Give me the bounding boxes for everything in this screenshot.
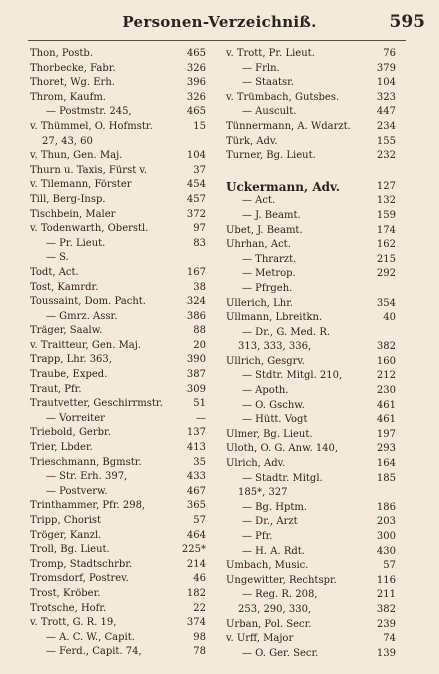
index-entry xyxy=(226,428,396,443)
entry-name: v. Trümbach, Gutsbes. xyxy=(226,91,340,103)
entry-name: Trost, Kröber. xyxy=(30,587,101,599)
entry-page-refs: 127 xyxy=(376,180,396,192)
index-entry xyxy=(30,616,206,631)
index-entry xyxy=(226,442,396,457)
entry-page-refs: 454 xyxy=(186,179,206,191)
entry-name: Triebold, Gerbr. xyxy=(30,427,111,439)
entry-name: — Thrarzt. xyxy=(242,253,297,265)
index-entry xyxy=(226,486,396,501)
index-entry xyxy=(226,194,396,209)
entry-name: Trotsche, Hofr. xyxy=(30,602,107,614)
entry-page-refs: 396 xyxy=(186,77,206,89)
entry-page-refs: 433 xyxy=(186,471,206,483)
entry-name: — Act. xyxy=(242,195,276,207)
entry-name: v. Traitteur, Gen. Maj. xyxy=(30,339,142,351)
entry-name: Uckermann, Adv. xyxy=(226,179,340,194)
index-entry xyxy=(30,558,206,573)
index-entry xyxy=(30,587,206,602)
index-entry xyxy=(226,574,396,589)
entry-name: Ulmer, Bg. Lieut. xyxy=(226,428,313,440)
index-entry xyxy=(30,251,206,266)
index-entry xyxy=(30,470,206,485)
entry-page-refs: 185 xyxy=(376,472,396,484)
entry-page-refs: 88 xyxy=(193,325,206,337)
index-entry xyxy=(30,412,206,427)
entry-name: Trautvetter, Geschirrmstr. xyxy=(30,398,163,410)
index-entry xyxy=(30,135,206,150)
entry-page-refs: 167 xyxy=(186,266,206,278)
entry-page-refs: 300 xyxy=(376,531,396,542)
index-entry xyxy=(226,472,396,487)
entry-page-refs: 230 xyxy=(376,385,396,397)
entry-name: v. Tilemann, Förster xyxy=(30,179,132,191)
index-entry xyxy=(30,631,206,646)
entry-name: — Str. Erh. 397, xyxy=(46,471,128,483)
entry-page-refs: 354 xyxy=(376,297,396,309)
entry-page-refs: 22 xyxy=(193,602,206,614)
entry-page-refs: 51 xyxy=(193,398,206,410)
entry-page-refs: 324 xyxy=(186,296,206,308)
entry-page-refs: 186 xyxy=(376,501,396,513)
entry-name: — O. Gschw. xyxy=(242,399,305,411)
index-entry xyxy=(30,441,206,456)
entry-name: v. Thun, Gen. Maj. xyxy=(30,150,123,162)
index-entry xyxy=(226,399,396,414)
entry-page-refs: 104 xyxy=(186,150,206,162)
index-entry xyxy=(226,355,396,370)
page-number: 595 xyxy=(389,12,425,32)
index-entry xyxy=(30,105,206,120)
entry-name: Till, Berg-Insp. xyxy=(30,193,106,205)
entry-name: v. Trott, Pr. Lieut. xyxy=(226,48,315,59)
entry-page-refs: 155 xyxy=(376,135,396,147)
entry-page-refs: 212 xyxy=(376,370,396,382)
entry-page-refs: 225* xyxy=(181,544,206,556)
entry-name: Trapp, Lhr. 363, xyxy=(30,354,112,366)
entry-name: — Metrop. xyxy=(242,268,296,280)
entry-name: Traut, Pfr. xyxy=(30,383,82,395)
entry-page-refs: 379 xyxy=(376,62,396,74)
index-entry xyxy=(30,324,206,339)
entry-name: — Staatsr. xyxy=(242,77,294,89)
entry-name: — Dr., Arzt xyxy=(242,516,298,528)
index-entry xyxy=(226,326,396,341)
entry-name: 313, 333, 336, xyxy=(238,341,312,353)
index-entry xyxy=(30,353,206,368)
entry-page-refs: 40 xyxy=(383,312,396,324)
entry-page-refs: 465 xyxy=(186,106,206,118)
entry-page-refs: 239 xyxy=(376,618,396,630)
entry-name: — Stadtr. Mitgl. xyxy=(242,472,323,484)
index-entry xyxy=(226,369,396,384)
entry-page-refs: 160 xyxy=(376,355,396,367)
entry-page-refs: 132 xyxy=(376,195,396,207)
entry-name: — Reg. R. 208, xyxy=(242,589,318,601)
entry-name: Turner, Bg. Lieut. xyxy=(226,150,316,162)
entry-name: — Pfr. xyxy=(242,531,273,542)
entry-name: — Bg. Hptm. xyxy=(242,501,308,513)
entry-page-refs: 159 xyxy=(376,209,396,221)
entry-page-refs: 57 xyxy=(383,560,396,572)
entry-name: — O. Ger. Secr. xyxy=(242,647,319,659)
index-entry xyxy=(30,645,206,660)
entry-name: Ullmann, Lbreitkn. xyxy=(226,312,323,324)
index-entry xyxy=(226,515,396,530)
entry-page-refs: 293 xyxy=(376,443,396,455)
index-entry xyxy=(226,91,396,106)
entry-page-refs: 457 xyxy=(186,193,206,205)
entry-page-refs: 413 xyxy=(186,442,206,454)
index-entry xyxy=(30,281,206,296)
index-entry xyxy=(30,485,206,500)
index-entry xyxy=(30,514,206,529)
entry-name: Uhrhan, Act. xyxy=(226,239,291,251)
entry-page-refs: 461 xyxy=(376,414,396,426)
right-column xyxy=(226,47,396,661)
index-entry xyxy=(226,149,396,164)
entry-page-refs: 15 xyxy=(193,120,206,132)
index-entry xyxy=(30,456,206,471)
entry-page-refs: 116 xyxy=(376,574,396,586)
entry-name: Tischbein, Maler xyxy=(30,208,116,220)
page-header xyxy=(0,10,439,38)
index-entry xyxy=(30,91,206,106)
index-entry xyxy=(226,311,396,326)
entry-page-refs: 390 xyxy=(186,354,206,366)
entry-page-refs: 467 xyxy=(186,485,206,497)
entry-page-refs: 372 xyxy=(186,208,206,220)
entry-page-refs: 211 xyxy=(376,589,396,601)
index-entry xyxy=(30,47,206,62)
entry-page-refs: 38 xyxy=(193,281,206,293)
entry-page-refs: 162 xyxy=(376,239,396,251)
index-entry xyxy=(30,237,206,252)
index-entry xyxy=(30,62,206,77)
entry-name: — A. C. W., Capit. xyxy=(46,631,135,643)
entry-page-refs: 215 xyxy=(376,253,396,265)
entry-name: 253, 290, 330, xyxy=(238,603,312,615)
entry-name: — Pr. Lieut. xyxy=(46,237,106,249)
index-entry xyxy=(226,180,396,195)
index-entry xyxy=(226,384,396,399)
entry-name: Tröger, Kanzl. xyxy=(30,529,102,541)
entry-name: Urban, Pol. Secr. xyxy=(226,618,312,630)
index-entry xyxy=(226,618,396,633)
entry-name: Toussaint, Dom. Pacht. xyxy=(30,296,146,308)
entry-name: Trieschmann, Bgmstr. xyxy=(30,456,142,468)
index-entry xyxy=(30,368,206,383)
index-entry xyxy=(226,413,396,428)
entry-page-refs: 387 xyxy=(186,369,206,381)
entry-page-refs: 386 xyxy=(186,310,206,322)
index-entry xyxy=(226,209,396,224)
entry-name: Tünnermann, A. Wdarzt. xyxy=(226,120,351,132)
entry-name: — Stdtr. Mitgl. 210, xyxy=(242,370,343,382)
index-entry xyxy=(226,340,396,355)
entry-page-refs: 464 xyxy=(186,529,206,541)
entry-page-refs: 382 xyxy=(376,603,396,615)
index-entry xyxy=(226,282,396,297)
index-entry xyxy=(30,426,206,441)
entry-page-refs: 374 xyxy=(186,617,206,629)
entry-page-refs: 323 xyxy=(376,91,396,103)
header-rule xyxy=(28,40,406,41)
entry-page-refs: 214 xyxy=(186,558,206,570)
entry-name: Ullrich, Gesgrv. xyxy=(226,355,306,367)
entry-page-refs: 20 xyxy=(193,339,206,351)
entry-name: — S. xyxy=(46,252,69,264)
entry-name: — Auscult. xyxy=(242,106,297,118)
entry-name: — Dr., G. Med. R. xyxy=(242,326,331,338)
entry-page-refs: 203 xyxy=(376,516,396,528)
entry-name: Umbach, Music. xyxy=(226,560,309,572)
index-entry xyxy=(30,149,206,164)
entry-page-refs: 197 xyxy=(376,428,396,440)
entry-name: — Frln. xyxy=(242,62,280,74)
index-entry xyxy=(226,135,396,150)
index-entry xyxy=(226,62,396,77)
index-entry xyxy=(30,543,206,558)
entry-page-refs: 461 xyxy=(376,399,396,411)
index-entry xyxy=(30,164,206,179)
entry-page-refs: 382 xyxy=(376,341,396,353)
entry-page-refs: 83 xyxy=(193,237,206,249)
index-entry xyxy=(30,193,206,208)
entry-name: Todt, Act. xyxy=(30,266,79,278)
index-entry xyxy=(30,76,206,91)
index-entry xyxy=(30,222,206,237)
entry-page-refs: 174 xyxy=(376,224,396,236)
entry-name: Tromp, Stadtschrbr. xyxy=(30,558,133,570)
entry-name: Thon, Postb. xyxy=(30,48,94,59)
entry-name: — Hütt. Vogt xyxy=(242,414,308,426)
entry-name: 27, 43, 60 xyxy=(42,135,93,147)
entry-name: Ubet, J. Beamt. xyxy=(226,224,303,236)
entry-page-refs: 234 xyxy=(376,120,396,132)
index-entry xyxy=(226,224,396,239)
index-entry xyxy=(30,178,206,193)
index-entry xyxy=(30,572,206,587)
index-entry xyxy=(226,47,396,62)
index-entry xyxy=(30,295,206,310)
entry-page-refs: 37 xyxy=(193,164,206,176)
entry-name: Throm, Kaufm. xyxy=(30,91,106,103)
entry-name: — Gmrz. Assr. xyxy=(46,310,118,322)
entry-name: Türk, Adv. xyxy=(226,135,278,147)
entry-page-refs: 35 xyxy=(193,456,206,468)
index-entry xyxy=(226,120,396,135)
index-entry xyxy=(226,501,396,516)
entry-name: 185*, 327 xyxy=(238,487,288,499)
entry-page-refs: 182 xyxy=(186,587,206,599)
entry-name: — Postmstr. 245, xyxy=(46,106,132,118)
entry-page-refs: 326 xyxy=(186,91,206,103)
entry-page-refs: 104 xyxy=(376,77,396,89)
index-entry xyxy=(226,647,396,662)
index-entry xyxy=(30,397,206,412)
entry-page-refs: 57 xyxy=(193,515,206,526)
entry-name: Ulrich, Adv. xyxy=(226,458,286,470)
entry-page-refs: 465 xyxy=(186,48,206,59)
entry-name: Traube, Exped. xyxy=(30,369,108,381)
index-entry xyxy=(30,120,206,135)
index-entry xyxy=(30,602,206,617)
entry-name: Tost, Kamrdr. xyxy=(30,281,99,293)
entry-page-refs: 98 xyxy=(193,631,206,643)
index-entry xyxy=(226,297,396,312)
index-entry xyxy=(226,238,396,253)
entry-name: — Postverw. xyxy=(46,485,108,497)
entry-page-refs: 232 xyxy=(376,150,396,162)
entry-name: v. Urff, Major xyxy=(226,633,294,645)
entry-name: Trier, Lbder. xyxy=(30,442,93,454)
entry-name: — Apoth. xyxy=(242,385,289,397)
entry-page-refs: 46 xyxy=(193,573,206,585)
index-entry xyxy=(226,253,396,268)
entry-name: Träger, Saalw. xyxy=(30,325,103,337)
index-entry xyxy=(226,105,396,120)
index-entry xyxy=(30,266,206,281)
entry-page-refs: 137 xyxy=(186,427,206,439)
index-entry xyxy=(226,632,396,647)
entry-page-refs: 430 xyxy=(376,545,396,557)
index-entry xyxy=(226,457,396,472)
index-entry xyxy=(30,310,206,325)
entry-page-refs: 78 xyxy=(193,646,206,658)
entry-name: — H. A. Rdt. xyxy=(242,545,305,557)
index-entry xyxy=(226,76,396,91)
entry-page-refs: 292 xyxy=(376,268,396,280)
entry-page-refs: 326 xyxy=(186,62,206,74)
entry-name: Tromsdorf, Postrev. xyxy=(30,573,129,585)
entry-name: — Vorreiter xyxy=(46,412,105,424)
entry-page-refs: 309 xyxy=(186,383,206,395)
index-entry xyxy=(226,545,396,560)
index-entry xyxy=(226,588,396,603)
index-entry xyxy=(226,267,396,282)
entry-name: — J. Beamt. xyxy=(242,209,301,221)
entry-name: Tripp, Chorist xyxy=(30,515,102,526)
entry-name: Thorbecke, Fabr. xyxy=(30,62,116,74)
index-entry xyxy=(30,208,206,223)
entry-page-refs: 365 xyxy=(186,500,206,512)
index-entry xyxy=(226,530,396,545)
entry-page-refs: 74 xyxy=(383,633,396,645)
entry-name: Troll, Bg. Lieut. xyxy=(30,544,110,556)
running-title: Personen-Verzeichniß. xyxy=(122,13,317,31)
index-entry xyxy=(30,383,206,398)
index-entry xyxy=(226,164,396,180)
index-entry xyxy=(226,603,396,618)
index-entry xyxy=(30,499,206,514)
entry-name: v. Todenwarth, Oberstl. xyxy=(30,223,149,235)
entry-name: v. Thümmel, O. Hofmstr. xyxy=(30,120,153,132)
entry-name: Thurn u. Taxis, Fürst v. xyxy=(30,164,148,176)
index-entry xyxy=(30,339,206,354)
entry-page-refs: 97 xyxy=(193,223,206,235)
index-entry xyxy=(30,529,206,544)
index-entry xyxy=(226,559,396,574)
entry-page-refs: 76 xyxy=(383,48,396,59)
entry-page-refs: 164 xyxy=(376,458,396,470)
entry-name: Ungewitter, Rechtspr. xyxy=(226,574,337,586)
left-column xyxy=(30,47,206,660)
entry-name: — Ferd., Capit. 74, xyxy=(46,646,142,658)
entry-page-refs: 447 xyxy=(376,106,396,118)
entry-name: — Pfrgeh. xyxy=(242,282,293,294)
entry-name: Uloth, O. G. Anw. 140, xyxy=(226,443,339,455)
entry-page-refs: 139 xyxy=(376,647,396,659)
entry-name: v. Trott, G. R. 19, xyxy=(30,617,117,629)
entry-name: Ullerich, Lhr. xyxy=(226,297,294,309)
entry-page-refs: — xyxy=(196,412,206,424)
entry-name: Thoret, Wg. Erh. xyxy=(30,77,115,89)
entry-name: Trinthammer, Pfr. 298, xyxy=(30,500,146,512)
